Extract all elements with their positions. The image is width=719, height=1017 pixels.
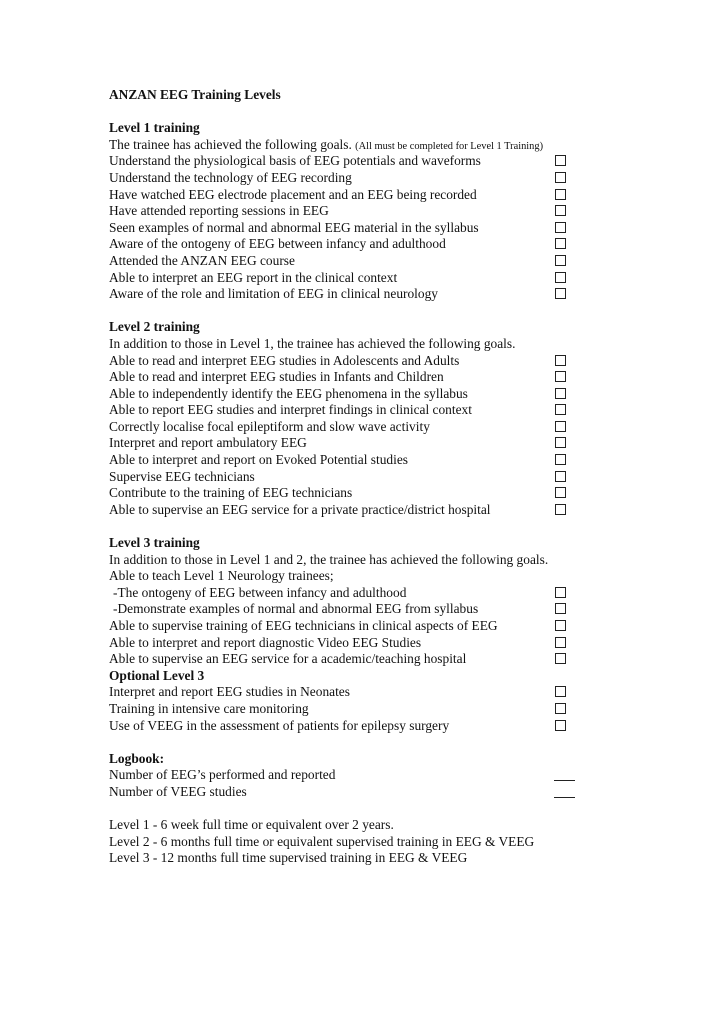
level1-goal-row	[109, 236, 589, 253]
goal-text: Able to interpret an EEG report in the clinical context	[109, 269, 398, 285]
level1-goal-row	[109, 203, 589, 220]
goal-checkbox[interactable]	[555, 272, 566, 283]
level1-goal-row	[109, 187, 589, 204]
goal-text: -Demonstrate examples of normal and abnormal EEG from syllabus	[113, 601, 479, 617]
optional-goal-row	[109, 684, 589, 701]
level1-heading: Level 1 training	[109, 120, 200, 136]
goal-checkbox[interactable]	[555, 155, 566, 166]
goal-text: Interpret and report ambulatory EEG	[109, 435, 307, 451]
goal-text: Aware of the ontogeny of EEG between infancy and adulthood	[109, 236, 446, 252]
goal-text: Able to interpret and report diagnostic Video EEG Studies	[109, 634, 422, 650]
goal-checkbox[interactable]	[555, 587, 566, 598]
level1-intro-line	[109, 137, 589, 154]
spacer	[109, 518, 589, 535]
logbook-label: Number of EEG’s performed and reported	[109, 767, 336, 783]
level2-goal-row	[109, 452, 589, 469]
goal-checkbox[interactable]	[555, 238, 566, 249]
document-page	[109, 87, 589, 867]
goal-checkbox[interactable]	[555, 255, 566, 266]
spacer	[109, 104, 589, 121]
goal-text: Able to interpret and report on Evoked Potential studies	[109, 452, 408, 468]
level3-intro: In addition to those in Level 1 and 2, the trainee has achieved the following goals.	[109, 551, 549, 567]
goal-checkbox[interactable]	[555, 487, 566, 498]
goal-text: Able to independently identify the EEG phenomena in the syllabus	[109, 385, 468, 401]
goal-text: -The ontogeny of EEG between infancy and adulthood	[113, 584, 407, 600]
level3-goal-row	[109, 618, 589, 635]
goal-text: Training in intensive care monitoring	[109, 700, 309, 716]
goal-checkbox[interactable]	[555, 371, 566, 382]
goal-checkbox[interactable]	[555, 189, 566, 200]
level1-goal-row	[109, 270, 589, 287]
goal-text: Seen examples of normal and abnormal EEG material in the syllabus	[109, 219, 479, 235]
goal-text: Use of VEEG in the assessment of patients for epilepsy surgery	[109, 717, 450, 733]
level2-goal-row	[109, 419, 589, 436]
spacer	[109, 734, 589, 751]
goal-text: Able to read and interpret EEG studies in Adolescents and Adults	[109, 352, 460, 368]
level2-goal-row	[109, 485, 589, 502]
page-title: ANZAN EEG Training Levels	[109, 87, 281, 102]
level3-goal-row	[109, 635, 589, 652]
goal-text: Able to supervise training of EEG technicians in clinical aspects of EEG	[109, 618, 498, 633]
goal-text: Able to supervise an EEG service for a academic/teaching hospital	[109, 651, 467, 667]
logbook-row	[109, 767, 589, 784]
duration-line: Level 1 - 6 week full time or equivalent over 2 years.	[109, 817, 394, 833]
level2-intro: In addition to those in Level 1, the trainee has achieved the following goals.	[109, 335, 516, 351]
goal-checkbox[interactable]	[555, 404, 566, 415]
level1-goal-row	[109, 253, 589, 270]
goal-checkbox[interactable]	[555, 288, 566, 299]
goal-checkbox[interactable]	[555, 421, 566, 432]
goal-checkbox[interactable]	[555, 653, 566, 664]
logbook-row	[109, 784, 589, 801]
level1-intro: The trainee has achieved the following goals.	[109, 136, 352, 152]
goal-checkbox[interactable]	[555, 504, 566, 515]
logbook-heading: Logbook:	[109, 750, 165, 766]
goal-checkbox[interactable]	[555, 205, 566, 216]
goal-text: Attended the ANZAN EEG course	[109, 252, 295, 268]
goal-text: Able to read and interpret EEG studies in Infants and Children	[109, 369, 444, 385]
goal-checkbox[interactable]	[555, 355, 566, 366]
goal-checkbox[interactable]	[555, 222, 566, 233]
level1-intro-note: (All must be completed for Level 1 Training)	[355, 140, 544, 152]
optional-goal-row	[109, 701, 589, 718]
goal-checkbox[interactable]	[555, 620, 566, 631]
level3-teach-row	[109, 585, 589, 602]
level3-heading: Level 3 training	[109, 535, 200, 551]
goal-text: Interpret and report EEG studies in Neonates	[109, 684, 350, 700]
level2-goal-row	[109, 469, 589, 486]
level3-teach-row	[109, 601, 589, 618]
level3-goal-row	[109, 651, 589, 668]
duration-line: Level 3 - 12 months full time supervised training in EEG & VEEG	[109, 850, 468, 866]
optional-goal-row	[109, 718, 589, 735]
spacer	[109, 303, 589, 320]
level1-goal-row	[109, 220, 589, 237]
goal-text: Have watched EEG electrode placement and an EEG being recorded	[109, 186, 477, 202]
goal-text: Aware of the role and limitation of EEG in clinical neurology	[109, 286, 438, 302]
goal-checkbox[interactable]	[555, 686, 566, 697]
goal-checkbox[interactable]	[555, 603, 566, 614]
goal-text: Able to supervise an EEG service for a private practice/district hospital	[109, 501, 491, 517]
level1-goal-row	[109, 170, 589, 187]
level3-teach-line: Able to teach Level 1 Neurology trainees;	[109, 568, 334, 584]
goal-checkbox[interactable]	[555, 454, 566, 465]
goal-checkbox[interactable]	[555, 637, 566, 648]
level2-goal-row	[109, 386, 589, 403]
goal-checkbox[interactable]	[555, 720, 566, 731]
goal-checkbox[interactable]	[555, 388, 566, 399]
level2-goal-row	[109, 402, 589, 419]
goal-text: Contribute to the training of EEG technicians	[109, 485, 353, 501]
level2-goal-row	[109, 502, 589, 519]
optional-level3-heading: Optional Level 3	[109, 667, 205, 683]
spacer	[109, 801, 589, 818]
goal-text: Understand the physiological basis of EEG potentials and waveforms	[109, 153, 481, 169]
goal-text: Understand the technology of EEG recording	[109, 169, 352, 185]
level2-goal-row	[109, 369, 589, 386]
goal-checkbox[interactable]	[555, 471, 566, 482]
goal-text: Correctly localise focal epileptiform and slow wave activity	[109, 418, 430, 434]
goal-text: Supervise EEG technicians	[109, 468, 255, 484]
goal-checkbox[interactable]	[555, 437, 566, 448]
duration-line: Level 2 - 6 months full time or equivalent supervised training in EEG & VEEG	[109, 833, 535, 849]
level1-goal-row	[109, 153, 589, 170]
logbook-label: Number of VEEG studies	[109, 783, 247, 799]
level1-goal-row	[109, 286, 589, 303]
goal-checkbox[interactable]	[555, 172, 566, 183]
level2-goal-row	[109, 353, 589, 370]
goal-text: Able to report EEG studies and interpret findings in clinical context	[109, 402, 472, 418]
goal-text: Have attended reporting sessions in EEG	[109, 203, 329, 219]
goal-checkbox[interactable]	[555, 703, 566, 714]
level2-goal-row	[109, 435, 589, 452]
level2-heading: Level 2 training	[109, 319, 200, 335]
